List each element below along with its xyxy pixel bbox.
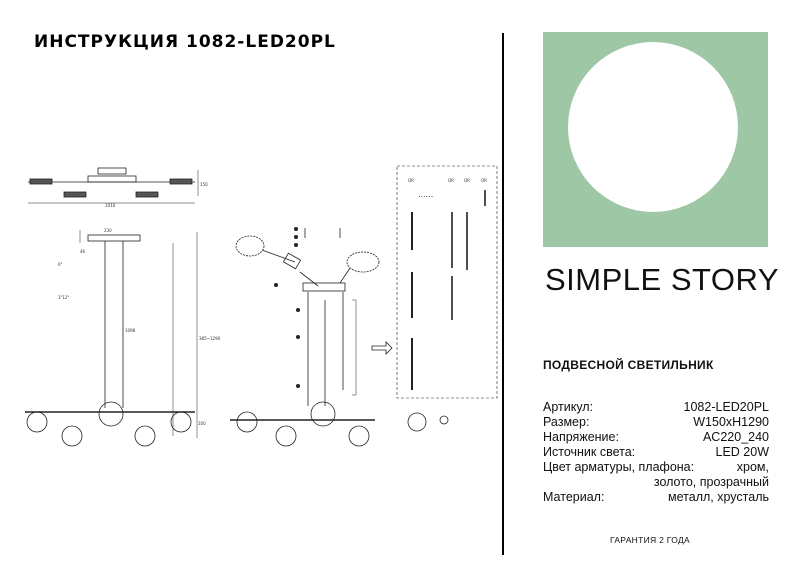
spec-label: Размер: bbox=[543, 415, 590, 429]
step-markers bbox=[274, 227, 300, 388]
spec-row bbox=[543, 460, 769, 475]
spec-value: LED 20W bbox=[715, 445, 769, 459]
dim-top-depth: 150 bbox=[200, 182, 208, 187]
instruction-title: ИНСТРУКЦИЯ 1082-LED20PL bbox=[34, 32, 336, 52]
spec-row bbox=[543, 430, 769, 445]
brand-name bbox=[545, 262, 779, 298]
dots-label: ...... bbox=[418, 190, 434, 199]
spec-value: металл, хрусталь bbox=[668, 490, 769, 504]
spec-label: Материал: bbox=[543, 490, 605, 504]
top-view bbox=[28, 168, 198, 203]
spec-row bbox=[543, 415, 769, 430]
spec-value: золото, прозрачный bbox=[653, 475, 769, 489]
spec-row bbox=[543, 490, 769, 505]
assembly-view bbox=[230, 228, 448, 446]
label-3-12in: 3"12" bbox=[58, 295, 70, 300]
dim-total-h: 385~1290 bbox=[199, 336, 221, 341]
spec-value: AC220_240 bbox=[702, 430, 769, 444]
spec-label: Напряжение: bbox=[543, 430, 619, 444]
dim-canopy-h: 46 bbox=[80, 249, 86, 254]
spec-label: Цвет арматуры, плафона: bbox=[543, 460, 695, 474]
spec-value: W150xH1290 bbox=[693, 415, 769, 429]
or-label-3: OR bbox=[464, 178, 470, 183]
warranty-text: ГАРАНТИЯ 2 ГОДА bbox=[610, 535, 690, 545]
dim-top-width: 1010 bbox=[105, 203, 116, 208]
vertical-divider bbox=[502, 33, 504, 555]
product-type: ПОДВЕСНОЙ СВЕТИЛЬНИК bbox=[543, 358, 714, 372]
label-6in: 6" bbox=[58, 262, 63, 267]
specs-list bbox=[543, 400, 769, 505]
or-label-4: OR bbox=[481, 178, 487, 183]
brand-word-1: SIMPLE bbox=[545, 262, 662, 297]
rod-options bbox=[397, 166, 497, 398]
spec-value: хром, bbox=[736, 460, 769, 474]
front-view bbox=[25, 230, 197, 446]
spec-value: 1082-LED20PL bbox=[683, 400, 769, 414]
dim-bottom-h: 200 bbox=[198, 421, 206, 426]
spec-row bbox=[543, 475, 769, 490]
dim-canopy: 230 bbox=[104, 228, 112, 233]
brand-word-2: STORY bbox=[670, 262, 780, 297]
logo-circle bbox=[568, 42, 738, 212]
spec-row bbox=[543, 445, 769, 460]
or-label-2: OR bbox=[448, 178, 454, 183]
or-label-1: OR bbox=[408, 178, 414, 183]
spec-label: Источник света: bbox=[543, 445, 636, 459]
dim-rod-len: 1098 bbox=[125, 328, 136, 333]
spec-label: Артикул: bbox=[543, 400, 594, 414]
spec-row bbox=[543, 400, 769, 415]
